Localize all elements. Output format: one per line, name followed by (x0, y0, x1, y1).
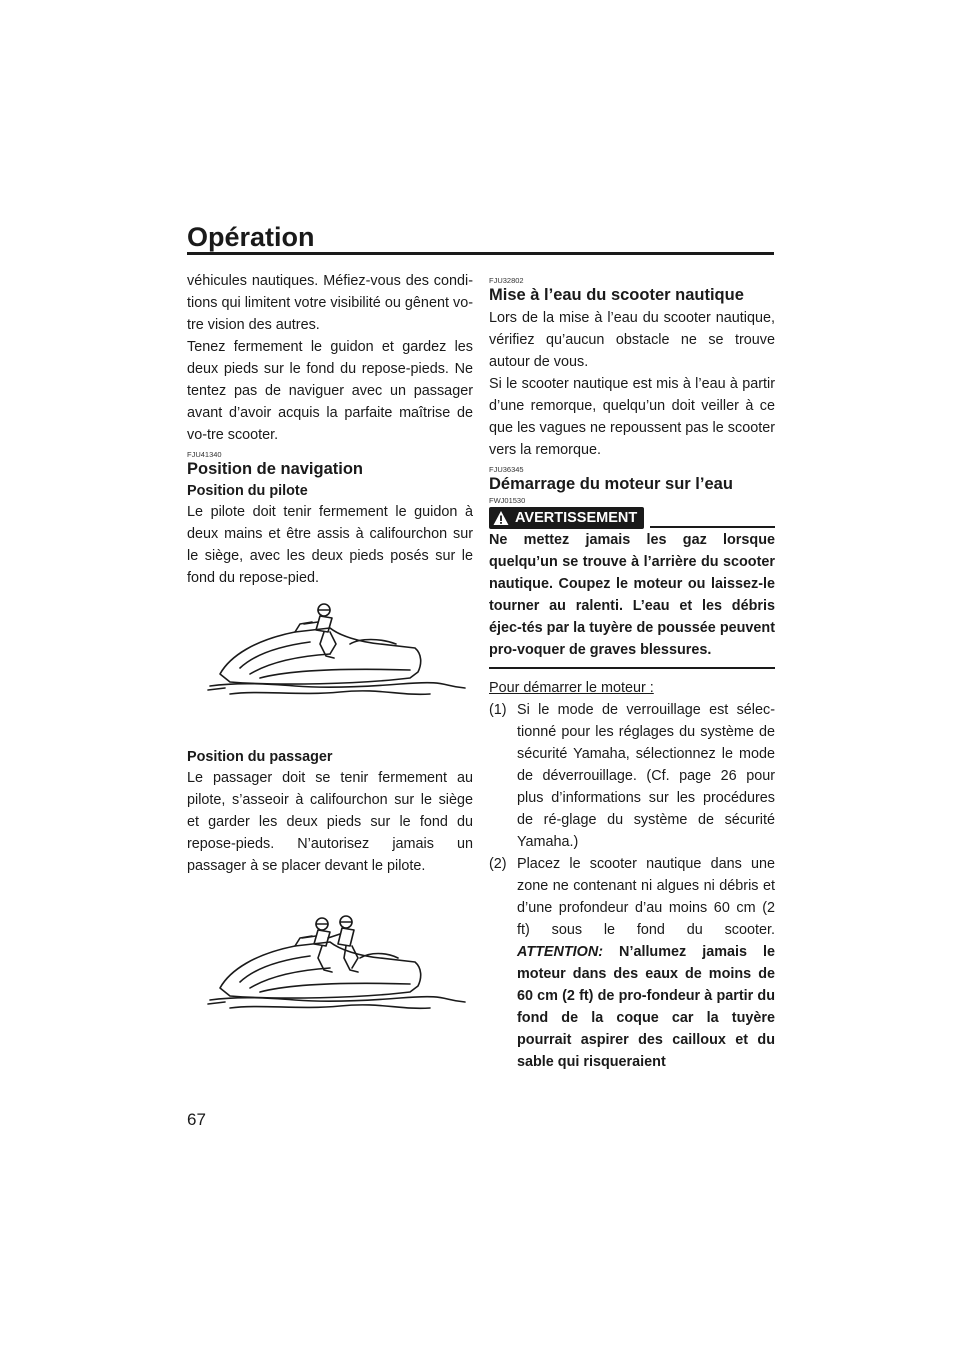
warning-text: Ne mettez jamais les gaz lorsque quelqu’un se trouve à l’arrière du scooter nautique. Coupez le moteur ou laissez-le tourner au ralenti. L’eau et les débris éjec-tés par la tuyère de poussée peuvent pro-voquer de graves blessures. (489, 532, 775, 658)
passenger-watercraft-illustration (200, 912, 470, 1022)
left-column (187, 270, 473, 589)
section-title-navigation: Position de navigation (187, 460, 364, 478)
list-item-text: Si le mode de verrouillage est sélec-tionné pour les réglages du système de sécurité Yamaha, sélectionnez le mode de déverrouillage. (Cf. page 26 pour plus d’informations sur les procédures de ré-glage du système de sécurité Yamaha.) (517, 702, 775, 850)
section-title-launch: Mise à l’eau du scooter nautique (489, 286, 744, 304)
section-code: FJU41340 (187, 450, 222, 459)
passenger-text: Le passager doit se tenir fermement au pilote, s’asseoir à califourchon sur le siège et garder les deux pieds sur le fond du repose-pieds. N’autorisez jamais un passager à se placer devant le pilote. (187, 770, 473, 874)
launch-code: FJU32802 (489, 276, 524, 285)
list-item-body: Placez le scooter nautique dans une zone ne contenant ni algues ni débris et d’une profondeur d’au moins 60 cm (2 ft) sous le fond du scooter. (517, 856, 775, 938)
intro-paragraph: véhicules nautiques. Méfiez-vous des condi-tions qui limitent votre visibilité ou gênent vo-tre vision des autres. (187, 273, 473, 333)
intro-paragraph-2: Tenez fermement le guidon et gardez les deux pieds sur le fond du repose-pieds. Ne tentez pas de naviguer avec un passager avant d’avoir acquis la parfaite maîtrise de vo-tre scooter. (187, 339, 473, 443)
title-rule (187, 252, 774, 255)
launch-para-1: Lors de la mise à l’eau du scooter nautique, vérifiez qu’aucun obstacle ne se trouve autour de vous. (489, 310, 775, 370)
attention-label: ATTENTION: (517, 944, 604, 960)
list-item (489, 699, 775, 853)
right-column (489, 276, 775, 1073)
warning-triangle-icon (493, 510, 509, 526)
warning-label: AVERTISSEMENT (515, 510, 638, 526)
pilot-text: Le pilote doit tenir fermement le guidon à deux mains et être assis à califourchon sur le siège, avec les deux pieds posés sur le fond du repose-pied. (187, 504, 473, 586)
page-number: 67 (187, 1110, 206, 1129)
subtitle-passenger: Position du passager (187, 749, 333, 765)
warning-header (489, 507, 775, 529)
warning-label-box (489, 507, 644, 529)
warning-bottom-rule (489, 667, 775, 669)
subtitle-pilot: Position du pilote (187, 483, 308, 499)
page-title: Opération (187, 222, 315, 252)
list-item-number: (1) (489, 702, 507, 718)
list-item-number: (2) (489, 856, 507, 872)
passenger-block (187, 747, 473, 877)
pilot-watercraft-illustration (200, 598, 470, 708)
procedure-title: Pour démarrer le moteur : (489, 680, 654, 696)
section-title-start: Démarrage du moteur sur l’eau (489, 475, 733, 493)
warning-top-rule (650, 526, 775, 528)
list-item-text-2 (517, 853, 775, 1073)
start-code: FJU36345 (489, 465, 524, 474)
warning-code: FWJ01530 (489, 496, 526, 505)
launch-para-2: Si le scooter nautique est mis à l’eau à partir d’une remorque, quelqu’un doit veiller à ce que les vagues ne repoussent pas le scooter vers la remorque. (489, 376, 775, 458)
list-item (489, 853, 775, 1073)
attention-text: N’allumez jamais le moteur dans des eaux de moins de 60 cm (2 ft) de pro-fondeur à partir du fond de la coque car la tuyère pourrait aspirer des cailloux et du sable qui risqueraient (517, 944, 775, 1070)
